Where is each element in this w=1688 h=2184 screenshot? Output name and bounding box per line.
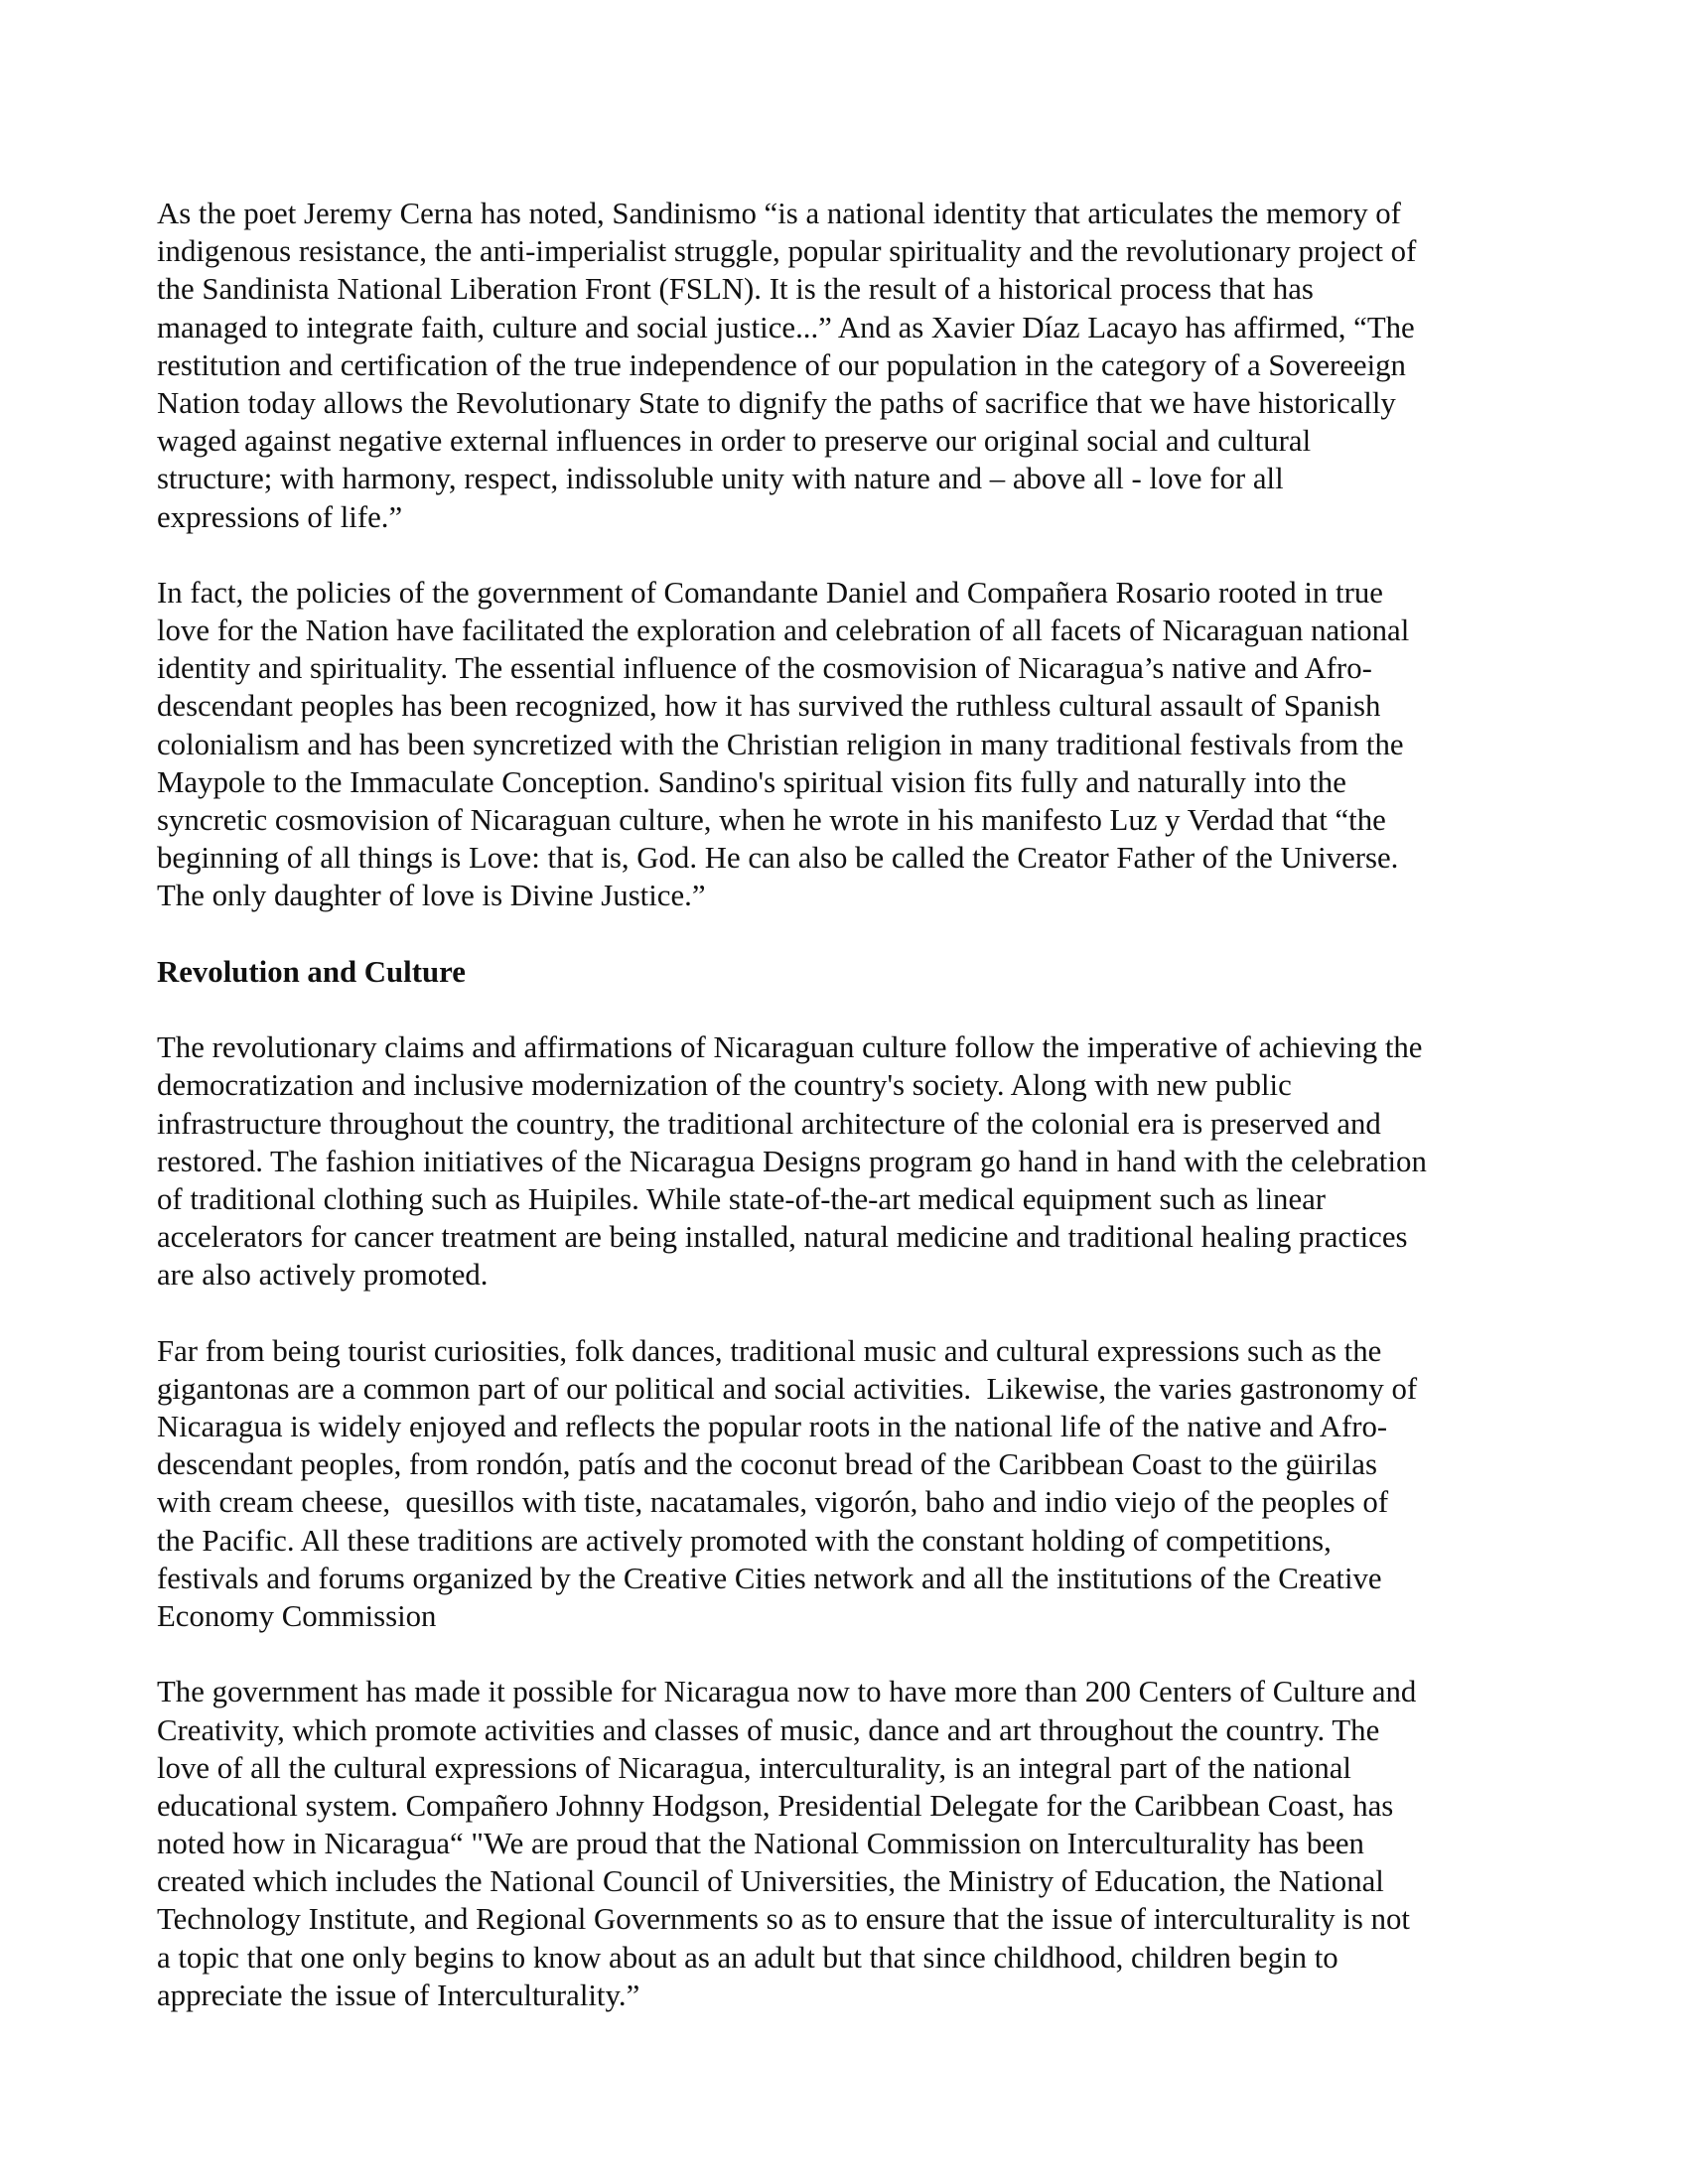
text-line: the Sandinista National Liberation Front (FSLN). It is the result of a historical process that has (157, 272, 1314, 307)
text-line: waged against negative external influences in order to preserve our original social and cultural (157, 424, 1312, 459)
text-line: Economy Commission (157, 1598, 437, 1633)
text-line: Far from being tourist curiosities, folk dances, traditional music and cultural expressions such as the (157, 1333, 1382, 1368)
text-line: The only daughter of love is Divine Justice.” (157, 879, 706, 913)
body-paragraph (157, 1673, 1537, 2014)
body-paragraph (157, 195, 1537, 536)
text-line: restored. The fashion initiatives of the Nicaragua Designs program go hand in hand with the celebration (157, 1144, 1427, 1178)
text-line: created which includes the National Council of Universities, the Ministry of Education, the National (157, 1864, 1384, 1899)
text-line: festivals and forums organized by the Creative Cities network and all the institutions of the Creative (157, 1561, 1382, 1595)
text-line: beginning of all things is Love: that is, God. He can also be called the Creator Father of the Universe. (157, 841, 1399, 876)
text-line: accelerators for cancer treatment are being installed, natural medicine and traditional healing practices (157, 1220, 1408, 1255)
text-line: Nation today allows the Revolutionary State to dignify the paths of sacrifice that we have historically (157, 385, 1396, 420)
text-line: managed to integrate faith, culture and social justice...” And as Xavier Díaz Lacayo has affirmed, “The (157, 310, 1415, 344)
text-line: love of all the cultural expressions of Nicaragua, interculturality, is an integral part of the national (157, 1750, 1351, 1785)
text-line: noted how in Nicaragua“ "We are proud that the National Commission on Interculturality has been (157, 1827, 1364, 1861)
text-line: Maypole to the Immaculate Conception. Sandino's spiritual vision fits fully and naturally into the (157, 764, 1346, 799)
text-line: In fact, the policies of the government of Comandante Daniel and Compañera Rosario rooted in true (157, 575, 1383, 610)
document-page (157, 195, 1537, 2052)
text-line: expressions of life.” (157, 499, 403, 534)
text-line: love for the Nation have facilitated the exploration and celebration of all facets of Nicaraguan national (157, 614, 1410, 648)
text-line: democratization and inclusive modernization of the country's society. Along with new public (157, 1068, 1292, 1103)
text-line: descendant peoples has been recognized, how it has survived the ruthless cultural assault of Spanish (157, 689, 1381, 724)
text-line: Technology Institute, and Regional Governments so as to ensure that the issue of interculturality is not (157, 1902, 1410, 1937)
text-line: As the poet Jeremy Cerna has noted, Sandinismo “is a national identity that articulates the memory of (157, 197, 1401, 230)
text-line: a topic that one only begins to know about as an adult but that since childhood, children begin to (157, 1940, 1338, 1975)
text-line: identity and spirituality. The essential influence of the cosmovision of Nicaragua’s native and Afro- (157, 651, 1372, 686)
text-line: colonialism and has been syncretized with the Christian religion in many traditional festivals from the (157, 727, 1404, 761)
body-paragraph (157, 1028, 1537, 1294)
text-line: The revolutionary claims and affirmations of Nicaraguan culture follow the imperative of achieving the (157, 1030, 1423, 1065)
text-line: The government has made it possible for Nicaragua now to have more than 200 Centers of Culture and (157, 1675, 1417, 1709)
text-line: are also actively promoted. (157, 1258, 489, 1293)
text-line: indigenous resistance, the anti-imperialist struggle, popular spirituality and the revolutionary project of (157, 234, 1417, 269)
text-line: descendant peoples, from rondón, patís and the coconut bread of the Caribbean Coast to the güirilas (157, 1447, 1377, 1482)
text-line: syncretic cosmovision of Nicaraguan culture, when he wrote in his manifesto Luz y Verdad that “the (157, 803, 1386, 837)
text-line: structure; with harmony, respect, indissoluble unity with nature and – above all - love for all (157, 462, 1284, 496)
text-line: of traditional clothing such as Huipiles. While state-of-the-art medical equipment such as linear (157, 1181, 1327, 1216)
text-line: Creativity, which promote activities and classes of music, dance and art throughout the country. The (157, 1712, 1380, 1747)
text-line: the Pacific. All these traditions are actively promoted with the constant holding of competitions, (157, 1523, 1332, 1558)
text-line: Nicaragua is widely enjoyed and reflects the popular roots in the national life of the native and Afro- (157, 1410, 1388, 1444)
body-paragraph (157, 1332, 1537, 1636)
text-line: gigantonas are a common part of our political and social activities. Likewise, the varies gastronomy of (157, 1371, 1418, 1406)
text-line: infrastructure throughout the country, the traditional architecture of the colonial era is preserved and (157, 1106, 1381, 1141)
body-paragraph (157, 574, 1537, 915)
section-heading: Revolution and Culture (157, 954, 466, 989)
text-line: appreciate the issue of Interculturality.” (157, 1978, 640, 2012)
text-line: restitution and certification of the true independence of our population in the category of a Sovereeign (157, 347, 1406, 382)
text-line: educational system. Compañero Johnny Hodgson, Presidential Delegate for the Caribbean Coast, has (157, 1788, 1394, 1823)
text-line: with cream cheese, quesillos with tiste, nacatamales, vigorón, baho and indio viejo of the peoples of (157, 1485, 1389, 1520)
